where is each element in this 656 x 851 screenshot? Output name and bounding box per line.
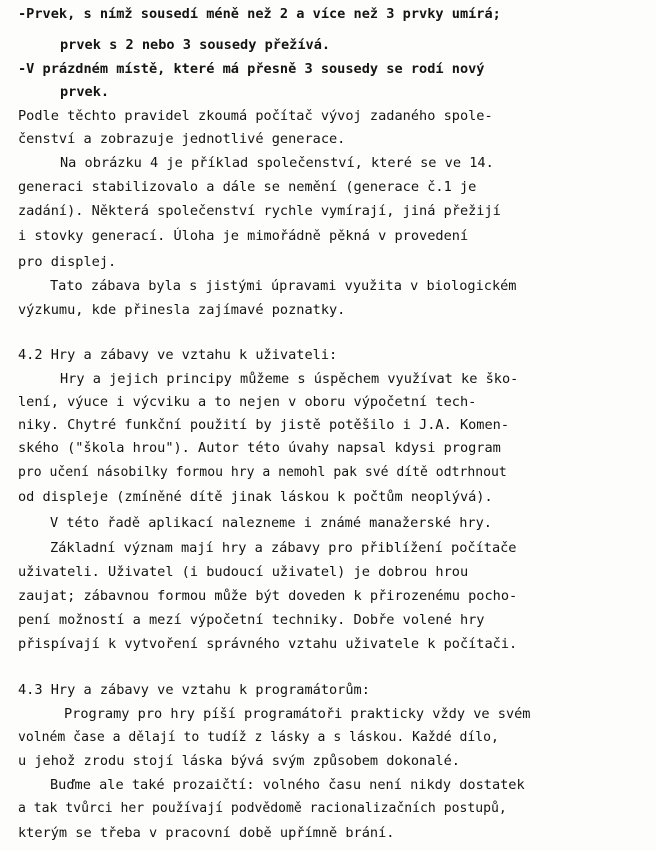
s42-p1-line-5: pro učení násobilky formou hry a nemohl pak své dítě odtrhnout bbox=[18, 465, 507, 480]
s42-p3-line-1: Základní význam mají hry a zábavy pro přiblížení počítače bbox=[50, 540, 517, 556]
example-line-2: generaci stabilizovalo a dále se nemění (generace č.1 je bbox=[18, 179, 477, 195]
s43-p1-line-1: Programy pro hry píší programátoři prakticky vždy ve svém bbox=[64, 706, 531, 722]
section-4-2-heading: 4.2 Hry a zábavy ve vztahu k uživateli: bbox=[18, 347, 338, 363]
s42-p3-line-2: uživateli. Uživatel (i budoucí uživatel) je dobrou hrou bbox=[18, 564, 469, 580]
s43-p1-line-3: u jehož zrodu stojí láska bývá svým způsobem dokonalé. bbox=[18, 753, 460, 769]
section-4-3-heading: 4.3 Hry a zábavy ve vztahu k programátorům: bbox=[18, 682, 370, 698]
s43-p1-line-2: volném čase a dělají to tudíž z lásky a s láskou. Každé dílo, bbox=[18, 730, 499, 745]
s42-p2-line-1: V této řadě aplikací nalezneme i známé manažerské hry. bbox=[50, 515, 492, 531]
s42-p1-line-4: ského ("škola hrou"). Autor této úvahy napsal kdysi program bbox=[18, 440, 501, 456]
s42-p1-line-2: lení, výuce i výcviku a to nejen v oboru výpočetní tech- bbox=[18, 394, 477, 410]
intro-line-2: čenství a zobrazuje jednotlivé generace. bbox=[18, 131, 346, 147]
s43-p2-line-2: a tak tvůrci her používají podvědomě racionalizačních postupů, bbox=[18, 801, 507, 816]
example-line-4: i stovky generací. Úloha je mimořádně pěkná v provedení bbox=[18, 228, 469, 244]
example-line-3: zadání). Některá společenství rychle vymírají, jiná přežijí bbox=[18, 203, 501, 219]
example-line-1: Na obrázku 4 je příklad společenství, které se ve 14. bbox=[60, 155, 494, 171]
s42-p1-line-6: od displeje (zmíněné dítě jinak láskou k počtům neoplývá). bbox=[18, 489, 493, 505]
s42-p3-line-4: pení možností a mezí výpočetní techniky. Dobře volené hry bbox=[18, 612, 485, 628]
rule-line-1: -Prvek, s nímž sousedí méně než 2 a více než 3 prvky umírá; bbox=[18, 6, 501, 22]
rule-line-2: prvek s 2 nebo 3 sousedy přežívá. bbox=[60, 37, 331, 53]
intro-line-1: Podle těchto pravidel zkoumá počítač vývoj zadaného spole- bbox=[18, 108, 493, 124]
research-line-1: Tato zábava byla s jistými úpravami využita v biologickém bbox=[50, 278, 517, 294]
s42-p1-line-3: niky. Chytré funkční použití by jistě potěšilo i J.A. Komen- bbox=[18, 417, 510, 433]
example-line-5: pro displej. bbox=[18, 254, 117, 270]
s42-p3-line-3: zaujat; zábavnou formou může být doveden k přirozenému pocho- bbox=[18, 588, 518, 604]
s43-p2-line-1: Buďme ale také prozaičtí: volného času není nikdy dostatek bbox=[50, 777, 525, 793]
s42-p1-line-1: Hry a jejich principy můžeme s úspěchem využívat ke ško- bbox=[60, 371, 519, 387]
research-line-2: výzkumu, kde přinesla zajímavé poznatky. bbox=[18, 302, 346, 318]
s43-p2-line-3: kterým se třeba v pracovní době upřímně brání. bbox=[18, 825, 395, 841]
s42-p3-line-5: přispívají k vytvoření správného vztahu uživatele k počítači. bbox=[18, 636, 518, 652]
rule-line-3: -V prázdném místě, které má přesně 3 sousedy se rodí nový bbox=[18, 61, 485, 77]
rule-line-4: prvek. bbox=[60, 84, 110, 100]
